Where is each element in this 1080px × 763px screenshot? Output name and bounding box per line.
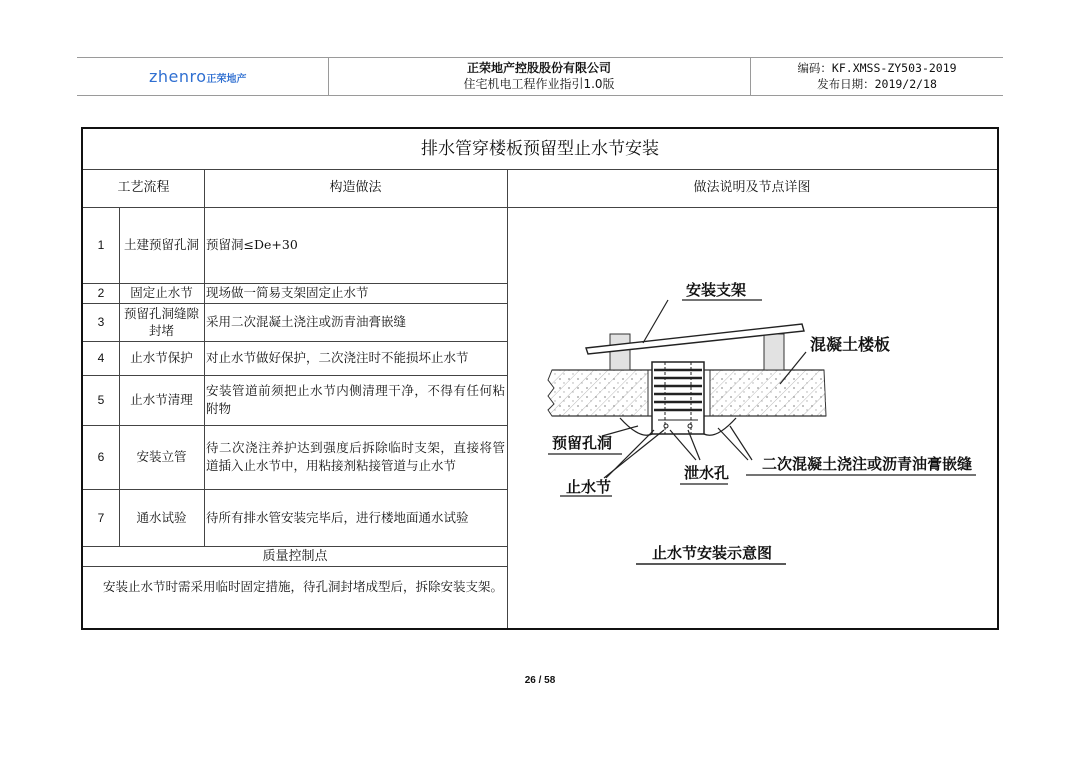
row-number: 5	[97, 393, 105, 407]
process-step: 通水试验	[136, 509, 187, 525]
col-header-detail: 做法说明及节点详图	[693, 180, 811, 195]
method-description: 对止水节做好保护，二次浇注时不能损坏止水节	[206, 350, 469, 365]
document-code: 编码：KF.XMSS-ZY503-2019	[797, 61, 957, 75]
label-concrete-slab: 混凝土楼板	[810, 335, 891, 354]
row-number: 6	[97, 450, 105, 464]
process-step: 土建预留孔洞	[123, 237, 199, 252]
quality-control-title: 质量控制点	[262, 549, 328, 564]
process-step: 止水节保护	[130, 350, 193, 365]
process-step: 止水节清理	[130, 392, 193, 407]
label-water-stop: 止水节	[566, 478, 612, 496]
header-meta	[752, 60, 1002, 92]
label-reserved-hole: 预留孔洞	[552, 434, 613, 452]
method-description: 预留洞≤De+30	[206, 237, 298, 252]
process-step: 固定止水节	[130, 285, 193, 300]
header-title-block	[329, 60, 749, 92]
method-description: 待二次浇注养护达到强度后拆除临时支架，直接将管道插入止水节中，用粘接剂粘接管道与止水节	[206, 440, 505, 473]
col-header-process: 工艺流程	[117, 180, 170, 195]
process-step: 安装立管	[136, 449, 187, 464]
page-header	[77, 57, 1003, 96]
method-description: 现场做一简易支架固定止水节	[206, 285, 369, 300]
col-header-method: 构造做法	[329, 180, 382, 195]
process-step: 预留孔洞缝隙封堵	[123, 306, 199, 338]
company-name: 正荣地产控股股份有限公司	[466, 61, 611, 75]
table-title: 排水管穿楼板预留型止水节安装	[421, 139, 659, 159]
release-date: 发布日期：2019/2/18	[817, 77, 937, 91]
diagram-caption: 止水节安装示意图	[652, 544, 773, 562]
document-title: 住宅机电工程作业指引1.0版	[463, 77, 615, 91]
company-logo: zhenro正荣地产	[149, 67, 247, 86]
row-number: 4	[97, 351, 105, 365]
method-description: 安装管道前须把止水节内侧清理干净，不得有任何粘附物	[206, 383, 505, 416]
water-stop-installation-diagram	[540, 268, 980, 573]
label-secondary-grout: 二次混凝土浇注或沥青油膏嵌缝	[762, 455, 973, 473]
label-install-bracket: 安装支架	[686, 281, 747, 299]
method-description: 待所有排水管安装完毕后，进行楼地面通水试验	[206, 509, 469, 525]
quality-control-text: 安装止水节时需采用临时固定措施，待孔洞封堵成型后，拆除安装支架。	[103, 579, 504, 594]
row-number: 1	[97, 238, 105, 252]
row-number: 7	[97, 510, 105, 525]
row-number: 2	[97, 286, 105, 300]
row-number: 3	[97, 315, 105, 329]
page-number: 26 / 58	[524, 675, 556, 686]
label-drain-hole: 泄水孔	[684, 464, 730, 482]
method-description: 采用二次混凝土浇注或沥青油膏嵌缝	[206, 314, 407, 329]
